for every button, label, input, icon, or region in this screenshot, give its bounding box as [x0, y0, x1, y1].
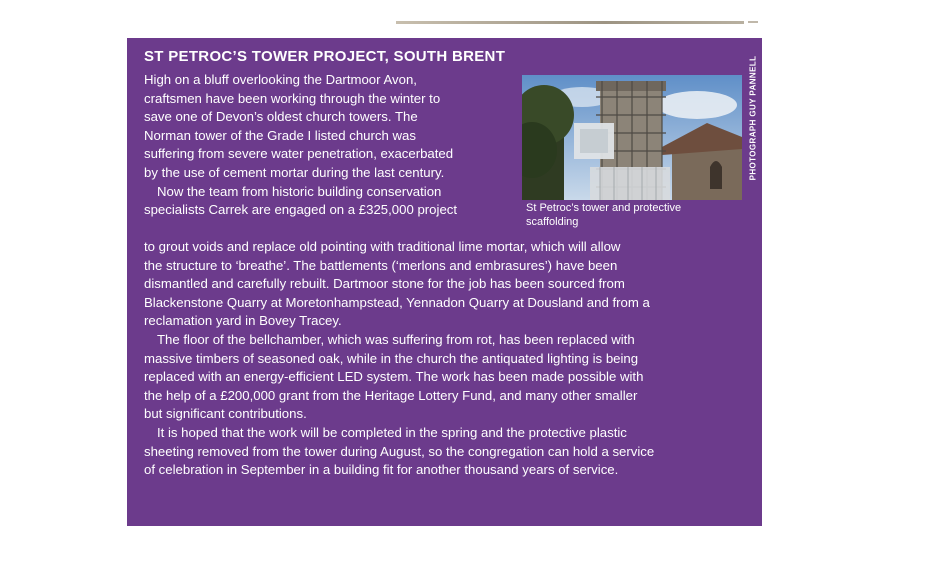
body-line: dismantled and carefully rebuilt. Dartmoor stone for the job has been sourced from [144, 276, 625, 292]
body-line: The floor of the bellchamber, which was suffering from rot, has been replaced with [157, 331, 635, 347]
tower-photo-illustration [522, 75, 742, 200]
body-line: Norman tower of the Grade I listed church was [144, 127, 416, 143]
body-line: Blackenstone Quarry at Moretonhampstead, Yennadon Quarry at Dousland and from a [144, 294, 650, 310]
body-line: but significant contributions. [144, 406, 307, 422]
body-line: Now the team from historic building conservation [157, 183, 442, 199]
body-line: suffering from severe water penetration, exacerbated [144, 146, 454, 162]
body-line: by the use of cement mortar during the last century. [144, 164, 445, 180]
body-line: the structure to ‘breathe’. The battlements (‘merlons and embrasures’) have been [144, 257, 618, 273]
body-line: the help of a £200,000 grant from the Heritage Lottery Fund, and many other smaller [144, 387, 638, 403]
article-headline: ST PETROC’S TOWER PROJECT, SOUTH BRENT [144, 48, 506, 65]
tower-photo [522, 75, 742, 200]
caption-line: scaffolding [526, 216, 579, 228]
caption-line: St Petroc’s tower and protective [526, 202, 682, 214]
photo-credit-text: PHOTOGRAPH GUY PANNELL [748, 55, 758, 181]
article-panel [127, 38, 762, 526]
photo-caption [526, 201, 726, 229]
body-line: replaced with an energy-efficient LED system. The work has been made possible with [144, 369, 644, 385]
body-line: of celebration in September in a building fit for another thousand years of service. [144, 462, 619, 478]
body-line: massive timbers of seasoned oak, while in the church the antiquated lighting is being [144, 350, 639, 366]
top-rule [396, 21, 744, 24]
body-line: reclamation yard in Bovey Tracey. [144, 313, 342, 329]
body-line: It is hoped that the work will be completed in the spring and the protective plastic [157, 424, 627, 440]
top-rule-tick [748, 21, 758, 23]
article-body-text [144, 238, 756, 480]
body-line: specialists Carrek are engaged on a £325,000 project [144, 202, 458, 218]
body-line: craftsmen have been working through the winter to [144, 90, 441, 106]
article-intro-text [144, 71, 516, 220]
photo-credit [746, 38, 760, 198]
body-line: to grout voids and replace old pointing with traditional lime mortar, which will allow [144, 239, 621, 254]
body-line: High on a bluff overlooking the Dartmoor Avon, [144, 72, 417, 87]
body-line: sheeting removed from the tower during August, so the congregation can hold a service [144, 443, 655, 459]
body-line: save one of Devon’s oldest church towers. The [144, 109, 418, 125]
